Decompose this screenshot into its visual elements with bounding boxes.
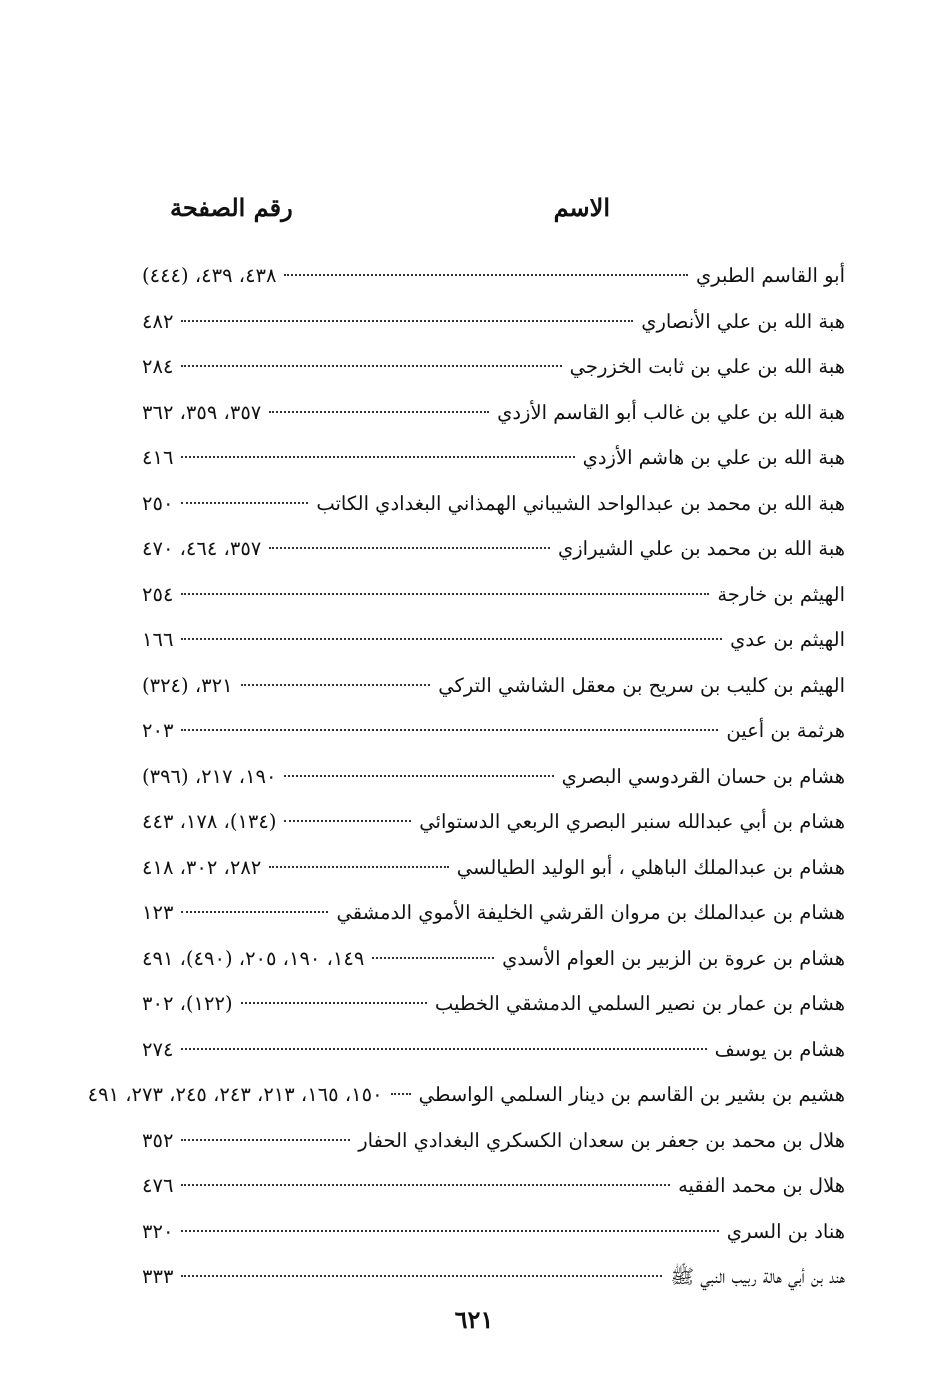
dot-leader	[269, 411, 489, 413]
index-entry	[142, 1217, 845, 1263]
index-entry	[142, 489, 845, 535]
column-headers	[140, 190, 840, 230]
dot-leader	[181, 729, 718, 731]
index-entry	[142, 853, 845, 899]
entry-name: هشام بن عمار بن نصير السلمي الدمشقي الخطيب	[434, 992, 845, 1015]
entry-name: أبو القاسم الطبري	[695, 264, 845, 287]
entry-pages: ٣٢٠	[142, 1219, 174, 1243]
index-entry	[142, 898, 845, 944]
dot-leader	[181, 1275, 662, 1277]
entry-pages: ٤٧٦	[142, 1174, 174, 1197]
index-entry	[142, 944, 845, 990]
dot-leader	[181, 1184, 670, 1186]
entry-pages: ٣٥٢	[142, 1128, 174, 1152]
entry-name: هشام بن أبي عبدالله سنبر البصري الربعي الدستوائي	[419, 810, 845, 833]
index-entry	[142, 580, 845, 626]
index-entry	[142, 534, 845, 580]
entry-pages: ٢٠٣	[142, 719, 174, 742]
dot-leader	[391, 1093, 411, 1095]
dot-leader	[181, 593, 709, 595]
dot-leader	[284, 274, 687, 276]
entry-name: هبة الله بن علي بن هاشم الأزدي	[582, 446, 845, 469]
dot-leader	[181, 320, 633, 322]
entry-pages: ١٦٦	[142, 628, 174, 651]
entry-name: هبة الله بن علي بن ثابت الخزرجي	[569, 355, 845, 378]
entry-name: هرثمة بن أعين	[726, 719, 845, 742]
dot-leader	[372, 957, 494, 959]
entry-name: الهيثم بن عدي	[730, 628, 845, 651]
name-column-header: الاسم	[553, 193, 610, 222]
dot-leader	[284, 775, 553, 777]
entry-name: هند بن أبي هالة ربيب النبي ﷺ	[670, 1265, 845, 1288]
dot-leader	[181, 456, 574, 458]
page-column-header: رقم الصفحة	[170, 193, 293, 222]
entry-name: هلال بن محمد بن جعفر بن سعدان الكسكري البغدادي الحفار	[358, 1128, 845, 1152]
page-number: ٦٢١	[454, 1305, 494, 1334]
index-entry	[142, 1126, 845, 1172]
entry-name: الهيثم بن كليب بن سريح بن معقل الشاشي التركي	[438, 673, 845, 697]
entry-pages: ١٥٠، ١٦٥، ٢١٣، ٢٤٣، ٢٤٥، ٢٧٣، ٤٩١	[87, 1083, 383, 1106]
dot-leader	[284, 820, 411, 822]
entry-pages: (١٣٤)، ١٧٨، ٤٤٣	[142, 810, 277, 833]
entry-pages: ٢٧٤	[142, 1037, 174, 1061]
index-entry	[142, 307, 845, 353]
dot-leader	[181, 638, 722, 640]
index-entry	[87, 1080, 845, 1126]
entry-name: هشام بن عروة بن الزبير بن العوام الأسدي	[502, 946, 845, 970]
entry-pages: ١٩٠، ٢١٧، (٣٩٦)	[142, 764, 277, 788]
entry-pages: (١٢٢)، ٣٠٢	[142, 992, 233, 1015]
entry-pages: ٢٨٢، ٣٠٢، ٤١٨	[142, 855, 262, 879]
index-entry	[142, 261, 845, 307]
entry-name: هبة الله بن محمد بن علي الشيرازي	[557, 537, 845, 560]
entry-pages: ٢٨٤	[142, 355, 174, 378]
index-entry	[142, 989, 845, 1035]
dot-leader	[269, 547, 550, 549]
index-entry	[142, 625, 845, 671]
dot-leader	[241, 684, 431, 686]
index-entry	[142, 443, 845, 489]
entry-name: هشام بن عبدالملك الباهلي ، أبو الوليد الطيالسي	[456, 855, 845, 879]
dot-leader	[181, 1048, 706, 1050]
index-entry	[142, 1171, 845, 1217]
dot-leader	[269, 866, 448, 868]
entry-pages: ١٤٩، ١٩٠، ٢٠٥، (٤٩٠)، ٤٩١	[142, 946, 365, 970]
dot-leader	[181, 1230, 718, 1232]
entry-name: هشام بن حسان القردوسي البصري	[561, 764, 845, 788]
index-list	[87, 261, 845, 1308]
index-entry	[142, 807, 845, 853]
entry-pages: ٤٣٨، ٤٣٩، (٤٤٤)	[142, 264, 277, 287]
index-entry	[142, 762, 845, 808]
entry-pages: ٢٥٤	[142, 582, 174, 606]
dot-leader	[181, 502, 308, 504]
index-entry	[142, 1035, 845, 1081]
entry-name: الهيثم بن خارجة	[717, 582, 845, 606]
index-entry	[142, 1262, 845, 1308]
index-entry	[142, 716, 845, 762]
entry-name: هشيم بن بشير بن القاسم بن دينار السلمي الواسطي	[418, 1083, 845, 1106]
entry-pages: ٢٥٠	[142, 491, 174, 515]
entry-pages: ٣٣٣	[142, 1265, 174, 1288]
entry-pages: ٣٢١، (٣٢٤)	[142, 673, 233, 697]
entry-name: هبة الله بن علي بن غالب أبو القاسم الأزدي	[497, 400, 845, 424]
entry-pages: ٤١٦	[142, 446, 174, 469]
entry-name: هبة الله بن علي الأنصاري	[641, 309, 845, 333]
entry-pages: ٤٨٢	[142, 309, 174, 333]
entry-pages: ٣٥٧، ٣٥٩، ٣٦٢	[142, 400, 262, 424]
entry-name: هلال بن محمد الفقيه	[678, 1174, 845, 1197]
dot-leader	[181, 911, 328, 913]
dot-leader	[181, 365, 561, 367]
dot-leader	[181, 1139, 350, 1141]
entry-name: هشام بن عبدالملك بن مروان القرشي الخليفة الأموي الدمشقي	[336, 901, 845, 924]
dot-leader	[241, 1002, 427, 1004]
entry-pages: ١٢٣	[142, 901, 174, 924]
entry-name: هبة الله بن محمد بن عبدالواحد الشيباني الهمذاني البغدادي الكاتب	[316, 491, 845, 515]
entry-name: هناد بن السري	[726, 1219, 845, 1243]
entry-pages: ٣٥٧، ٤٦٤، ٤٧٠	[142, 537, 262, 560]
entry-name: هشام بن يوسف	[714, 1037, 845, 1061]
index-entry	[142, 671, 845, 717]
index-entry	[142, 398, 845, 444]
index-entry	[142, 352, 845, 398]
